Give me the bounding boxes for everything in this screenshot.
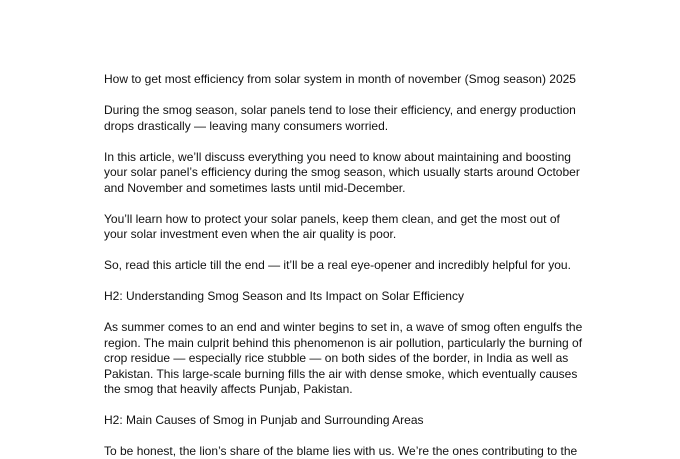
learning-paragraph: You’ll learn how to protect your solar panels, keep them clean, and get the most out of your solar investment even when the air quality is poor. bbox=[104, 211, 560, 241]
smog-explanation-paragraph: As summer comes to an end and winter begins to set in, a wave of smog often engulfs the region. The main culprit behind this phenomenon is air pollution, particularly the burning of crop residue — especially rice stubble — on both sides of the border, in India as well as Pakistan. This large-scale burning fills the air with dense smoke, which eventually causes the smog that heavily affects Punjab, Pakistan. bbox=[104, 320, 583, 396]
section-heading-smog-impact: H2: Understanding Smog Season and Its Impact on Solar Efficiency bbox=[104, 289, 464, 303]
call-to-read-paragraph: So, read this article till the end — it’ll be a real eye-opener and incredibly helpful for you. bbox=[104, 258, 571, 272]
document-body bbox=[104, 72, 584, 459]
article-overview-paragraph: In this article, we’ll discuss everything you need to know about maintaining and boosting your solar panel’s efficiency during the smog season, which usually starts around October and November and sometimes lasts until mid-December. bbox=[104, 149, 580, 195]
intro-paragraph: During the smog season, solar panels tend to lose their efficiency, and energy production drops drastically — leaving many consumers worried. bbox=[104, 103, 576, 133]
document-title: How to get most efficiency from solar system in month of november (Smog season) 2025 bbox=[104, 72, 576, 86]
causes-paragraph: To be honest, the lion’s share of the blame lies with us. We’re the ones contributing to the bbox=[104, 444, 578, 458]
section-heading-smog-causes: H2: Main Causes of Smog in Punjab and Surrounding Areas bbox=[104, 413, 424, 427]
